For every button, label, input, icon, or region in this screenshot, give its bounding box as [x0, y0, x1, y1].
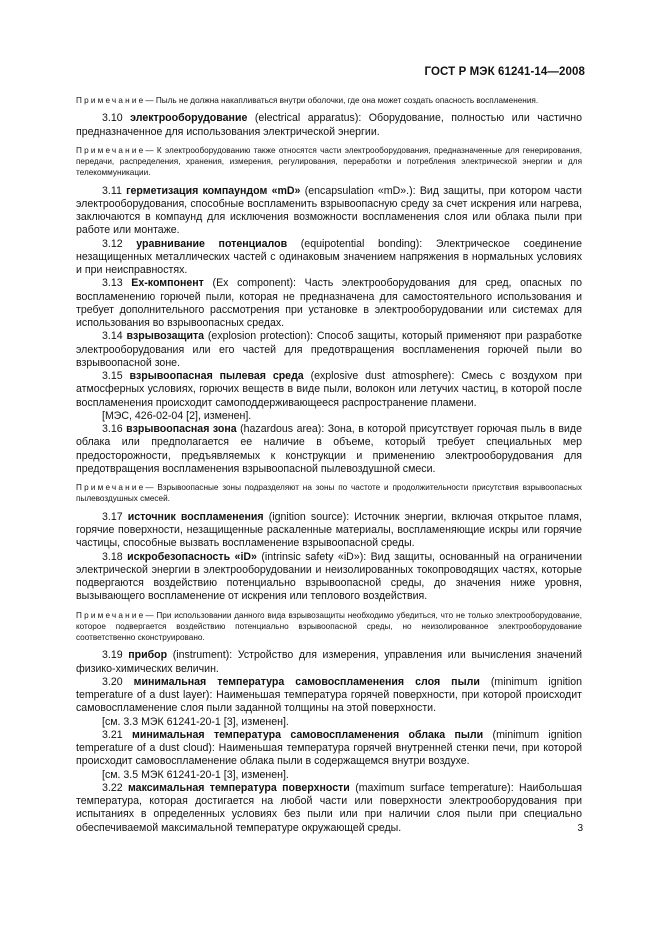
definition-entry — [76, 330, 582, 370]
note-paragraph — [76, 145, 582, 179]
entry-number: 3.22 — [102, 781, 123, 794]
definition-entry — [76, 676, 582, 716]
entry-text: (intrinsic safety «iD»): Вид защиты, основанный на ограничении электрической энергии в электрооборудовании и неизолированных токопроводящих частях, которые подвергаются воздействию потенциально взрывоопасной среды, до значения ниже уровня, вызывающего воспламенение от искрения или теплового воздействия. — [76, 550, 582, 603]
note-text: — Пыль не должна накапливаться внутри оболочки, где она может создать опасность воспламенения. — [145, 96, 539, 105]
entry-text: (Ex component): Часть электрооборудования для сред, опасных по воспламенению горючей пыли, которая не предназначена для самостоятельного использования и требует дополнительного рассмотрения при установке в электрооборудовании или системах для использования во взрывоопасных средах. — [76, 277, 583, 330]
source-reference: [см. 3.5 МЭК 61241-20-1 [3], изменен]. — [102, 768, 289, 781]
definition-entry — [76, 511, 582, 551]
entry-text: (equipotential bonding): Электрическое соединение незащищенных металлических частей с одинаковым значением напряжения в нормальных условиях и при неисправностях. — [76, 237, 582, 277]
page-content — [76, 95, 582, 835]
entry-number: 3.17 — [102, 510, 123, 523]
entry-number: 3.10 — [102, 112, 123, 125]
entry-text: (maximum surface temperature): Наибольшая температура, которая достигается на любой части или поверхности электрооборудования при испытаниях в определенных условиях без пыли или при наличии слоя пыли при специально обеспечиваемой максимальной температуре окружающей среды. — [76, 781, 583, 834]
entry-term: электрооборудование — [130, 112, 248, 125]
source-reference: [МЭС, 426-02-04 [2], изменен]. — [102, 409, 252, 422]
entry-term: максимальная температура поверхности — [127, 781, 350, 794]
entry-term: источник воспламенения — [127, 510, 264, 523]
entry-text: (ignition source): Источник энергии, включая открытое пламя, горячие поверхности, незащищенные раскаленные материалы, воспламеняющие искры или горячие частицы, способные вызвать воспламенение взрывоопасной среды. — [76, 510, 582, 550]
note-label: Примечание — [76, 610, 146, 620]
entry-text: (minimum ignition temperature of a dust cloud): Наименьшая температура горячей внутренней стенки печи, при которой происходит самовоспламенение облака пыли в содержащемся внутри воздухе. — [76, 728, 582, 768]
definition-entry — [76, 112, 582, 139]
definition-entry — [76, 729, 582, 769]
entry-text: (hazardous area): Зона, в которой присутствует горючая пыль в виде облака или предполагается ее наличие в объеме, который требует специальных мер предосторожности, предъявляемых к конструкции и применению электрооборудования для предотвращения воспламенения взрывоопасной пылевоздушной смеси. — [76, 423, 582, 475]
entry-number: 3.15 — [102, 370, 123, 383]
entry-text: (explosive dust atmosphere): Смесь с воздухом при атмосферных условиях, горючих веществ в виде пыли, волокон или летучих частиц, в которой после воспламенения происходит самоподдерживающееся распространение пламени. — [76, 370, 583, 409]
entry-term: взрывозащита — [126, 330, 205, 343]
entry-number: 3.13 — [102, 277, 123, 290]
note-label: Примечание — [76, 483, 146, 493]
note-paragraph — [76, 610, 582, 644]
definition-entry — [76, 782, 582, 835]
note-label: Примечание — [76, 96, 146, 105]
entry-term: искробезопасность «iD» — [127, 550, 257, 563]
entry-text: (minimum ignition temperature of a dust layer): Наименьшая температура горячей поверхности, при которой происходит самовоспламенение слоя пыли заданной толщины на этой поверхности. — [76, 675, 583, 715]
note-text: — К электрооборудованию также относятся части электрооборудования, предназначенные для генерирования, передачи, распределения, хранения, измерения, регулирования, переработки и потребления электрической энергии и для телекоммуникации. — [76, 145, 582, 178]
entry-term: взрывоопасная зона — [126, 423, 237, 436]
definition-entry — [76, 423, 582, 476]
note-paragraph — [76, 482, 582, 505]
entry-number: 3.18 — [102, 550, 123, 563]
definition-entry — [76, 649, 582, 676]
entry-number: 3.14 — [102, 330, 123, 343]
entry-number: 3.12 — [102, 237, 123, 250]
definition-entry — [76, 238, 582, 278]
entry-number: 3.20 — [102, 675, 123, 688]
entry-text: (electrical apparatus): Оборудование, полностью или частично предназначенное для использования электрической энергии. — [76, 112, 582, 138]
note-paragraph — [76, 95, 582, 106]
page-number: 3 — [577, 823, 583, 834]
definition-entry — [76, 370, 582, 410]
entry-term: прибор — [128, 649, 168, 662]
entry-text: (encapsulation «mD».): Вид защиты, при котором части электрооборудования, способные воспламенить взрывоопасную среду за счет искрения или нагрева, заключаются в компаунд для исключения возможности воспламенения слоя или облака пыли при работе или монтаже. — [76, 184, 582, 237]
entry-term: уравнивание потенциалов — [136, 237, 288, 250]
note-text: — Взрывоопасные зоны подразделяют на зоны по частоте и продолжительности присутствия взрывоопасных пылевоздушных смесей. — [76, 483, 582, 504]
entry-number: 3.16 — [102, 423, 123, 436]
definition-entry — [76, 185, 582, 238]
entry-term: взрывоопасная пылевая среда — [129, 370, 304, 383]
entry-number: 3.19 — [102, 649, 123, 662]
note-text: — При использовании данного вида взрывозащиты необходимо убедиться, что не только электрооборудование, которое подвергается воздействию потенциально взрывоопасной среды, но неизолированное электрооборудование соответственно сконструировано. — [76, 610, 582, 643]
entry-text: (explosion protection): Способ защиты, который применяют при разработке электрооборудования или его частей для предотвращения воспламенения горючей пыли во взрывоопасной зоне. — [76, 330, 582, 369]
entry-term: герметизация компаундом «mD» — [126, 184, 301, 197]
entry-number: 3.11 — [102, 184, 122, 197]
entry-term: Ех-компонент — [131, 277, 204, 290]
definition-entry — [76, 277, 582, 330]
entry-number: 3.21 — [102, 728, 123, 741]
definition-entry — [76, 551, 582, 604]
entry-term: минимальная температура самовоспламенения облака пыли — [132, 728, 484, 741]
note-label: Примечание — [76, 145, 146, 155]
source-reference: [см. 3.3 МЭК 61241-20-1 [3], изменен]. — [102, 715, 289, 728]
standard-designation: ГОСТ Р МЭК 61241-14—2008 — [424, 66, 585, 78]
entry-text: (instrument): Устройство для измерения, управления или вычисления значений физико-химических величин. — [76, 649, 583, 675]
entry-term: минимальная температура самовоспламенения слоя пыли — [133, 675, 480, 688]
